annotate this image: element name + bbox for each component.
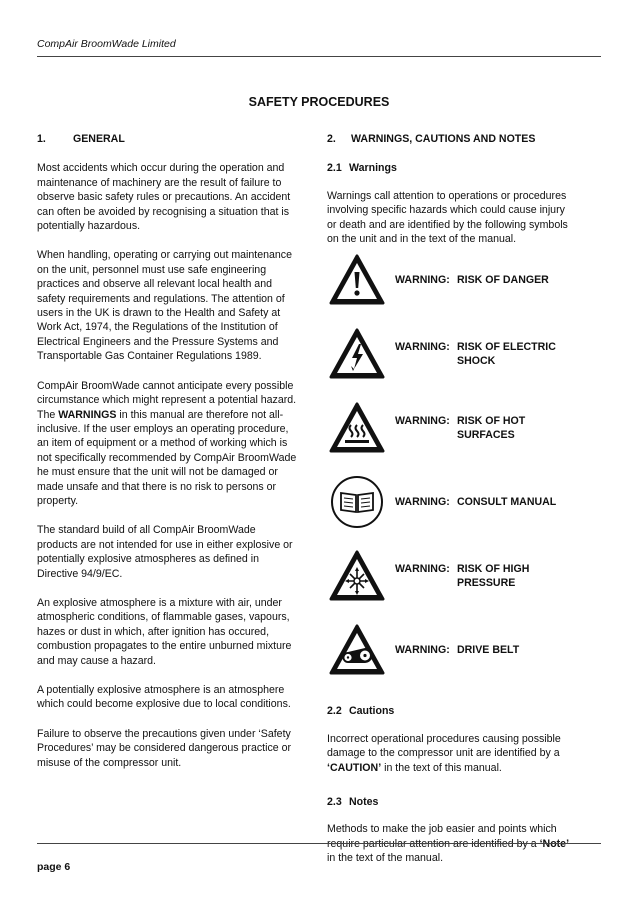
warning-label: WARNING: [395,274,450,287]
warning-text-high-pressure [395,562,569,591]
warning-row-danger [327,250,573,310]
warning-label: WARNING: [395,644,450,657]
warning-row-consult-manual [327,472,573,532]
warnings-main-heading-number: 2. [327,133,336,145]
warning-description: RISK OF DANGER [457,274,549,287]
footer-rule [37,843,601,844]
header-rule [37,56,601,57]
warning-row-high-pressure [327,546,573,606]
warning-label: WARNING: [395,341,450,354]
general-paragraph-6: A potentially explosive atmosphere is an atmosphere which could become explosive due to local conditions. [37,684,291,711]
warning-text-danger [395,273,569,287]
electric-shock-icon [327,324,387,384]
caution-emphasis: ‘CAUTION’ [327,761,382,774]
notes-part-a: Methods to make the job easier and points which [327,823,557,836]
warning-text-consult-manual [395,495,569,509]
general-paragraph-3-part-c: in this manual are therefore not all-inclusive. If the user employs an operating procedure, an item of equipment or a method of working which is not specifically recommended by CompAir BroomWade he must ensure that the unit will not be damaged or made unsafe and that there is no risk to persons or property. [37,408,297,507]
warning-text-hot-surfaces [395,414,569,443]
general-paragraph-7: Failure to observe the precautions given under ‘Safety Procedures’ may be considered dangerous practice or misuse of the compressor unit. [37,727,291,769]
warnings-subheading [327,161,573,175]
cautions-part-c: in the text of this manual. [381,761,502,774]
page-title: SAFETY PROCEDURES [248,95,390,109]
warnings-emphasis: WARNINGS [58,408,117,421]
cautions-subheading [327,704,573,718]
consult-manual-icon [327,472,387,532]
danger-exclamation-icon [327,250,387,310]
notes-paragraph [327,822,573,865]
warning-label: WARNING: [395,415,450,428]
drive-belt-icon [327,620,387,680]
warning-row-drive-belt [327,620,573,680]
page-number: page 6 [37,861,71,873]
warning-label: WARNING: [395,563,450,576]
warning-description: RISK OF HOT SURFACES [457,415,526,442]
general-heading [37,132,299,146]
notes-subheading-number: 2.3 [327,796,342,809]
general-paragraph-3 [37,379,299,509]
notes-part-c: in the text of the manual. [327,852,444,865]
warning-description: RISK OF ELECTRIC SHOCK [457,341,556,368]
general-paragraph-3-part-a: CompAir BroomWade cannot anticipate every possible circumstance which might represent a potential hazard. The [37,379,297,421]
notes-subheading-text: Notes [349,796,379,809]
warnings-subheading-number: 2.1 [327,162,342,175]
notes-subheading [327,795,573,809]
warning-text-electric-shock [395,340,569,369]
warning-label: WARNING: [395,496,450,509]
warning-row-hot-surfaces [327,398,573,458]
general-heading-number: 1. [37,133,46,145]
cautions-paragraph [327,732,573,775]
hot-surface-icon [327,398,387,458]
general-paragraph-4: The standard build of all CompAir BroomWade products are not intended for use in either explosive or potentially explosive atmospheres as defined in Directive 94/9/EC. [37,524,293,580]
warnings-main-heading-text: WARNINGS, CAUTIONS AND NOTES [351,133,536,145]
general-section [37,132,299,785]
warning-description: RISK OF HIGH PRESSURE [457,563,530,590]
warnings-intro: Warnings call attention to operations or procedures involving specific hazards which could cause injury or death and are identified by the following symbols on the unit and in the text of the manual. [327,189,568,246]
general-paragraph-5: An explosive atmosphere is a mixture with air, under atmospheric conditions, of flammable gases, vapours, hazes or dust in which, after ignition has occured, combustion propagates to the entire unburned mixture and may cause a hazard. [37,596,292,667]
company-name: CompAir BroomWade Limited [37,38,176,50]
high-pressure-icon [327,546,387,606]
cautions-part-a: Incorrect operational procedures causing possible damage to the compressor unit are identified by a [327,732,561,760]
cautions-subheading-number: 2.2 [327,705,342,718]
warning-description: DRIVE BELT [457,644,520,657]
warning-description: CONSULT MANUAL [457,496,557,509]
warnings-main-heading [327,132,573,146]
warnings-section [327,132,573,881]
general-heading-text: GENERAL [73,133,125,145]
cautions-subheading-text: Cautions [349,705,395,718]
warning-row-electric-shock [327,324,573,384]
general-paragraph-2: When handling, operating or carrying out maintenance on the unit, personnel must use safe engineering practices and observe all relevant local health and safety requirements and regulations. The attention of users in the UK is drawn to the Health and Safety at Work Act, 1974, the Regulations of the Institution of Electrical Engineers and the Pressure Systems and Transportable Gas Container Regulations 1989. [37,249,292,363]
warning-text-drive-belt [395,643,569,657]
general-paragraph-1: Most accidents which occur during the operation and maintenance of machinery are the result of failure to observe basic safety rules or precautions. An accident can often be avoided by recognising a situation that is potentially hazardous. [37,162,291,233]
warnings-subheading-text: Warnings [349,162,397,175]
